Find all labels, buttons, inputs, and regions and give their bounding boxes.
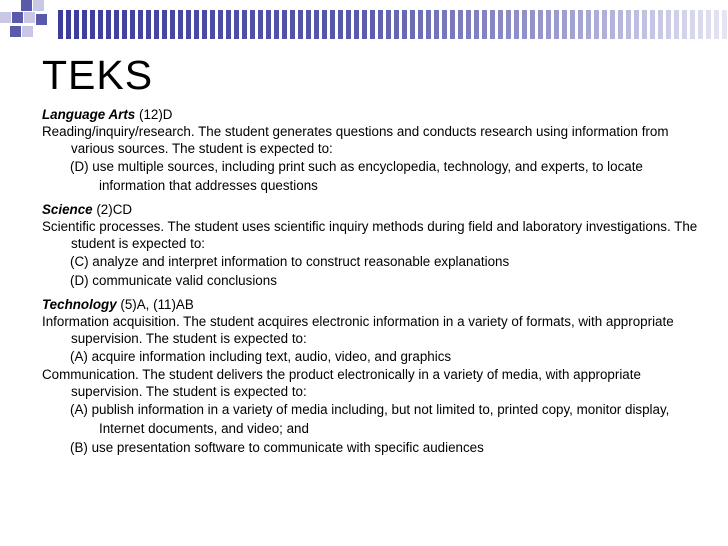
teks-content [42,106,712,457]
header-stripe-bar [55,10,728,39]
section-paragraph: Scientific processes. The student uses scientific inquiry methods during field and laboratory investigations. The student is expected to: [42,219,698,251]
section-subject-name: Technology [42,297,117,312]
section-code: (5)A, (11)AB [116,297,194,312]
section-heading [42,296,712,313]
section-subject-name: Science [42,202,93,217]
section-paragraph: Information acquisition. The student acquires electronic information in a variety of formats, with appropriate supervision. The student is expected to: [42,314,674,346]
corner-square [24,12,35,23]
section-heading [42,106,712,123]
expectation-item: (C) analyze and interpret information to construct reasonable explanations [70,254,510,269]
section-code: (2)CD [92,202,133,217]
section-paragraph: Communication. The student delivers the product electronically in a variety of media, with appropriate supervision. The student is expected to: [42,367,641,399]
expectation-item: (B) use presentation software to communicate with specific audiences [70,440,484,455]
corner-square [33,0,44,11]
corner-square [22,26,33,37]
corner-square [36,14,47,25]
section-subject-name: Language Arts [42,107,136,122]
corner-squares-decoration [0,0,60,50]
section-heading [42,201,712,218]
corner-square [12,12,23,23]
slide-title: TEKS [42,52,154,98]
expectation-item: (D) use multiple sources, including print such as encyclopedia, technology, and experts, to locate information that addresses questions [70,159,643,193]
expectation-item: (D) communicate valid conclusions [70,273,277,288]
corner-square [10,26,21,37]
corner-square [0,12,11,23]
section-paragraph: Reading/inquiry/research. The student generates questions and conducts research using information from various sources. The student is expected to: [42,124,669,156]
expectation-item: (A) publish information in a variety of media including, but not limited to, printed copy, monitor display, Internet documents, and video; and [70,402,670,436]
expectation-item: (A) acquire information including text, audio, video, and graphics [70,349,452,364]
section-code: (12)D [135,107,173,122]
corner-square [21,0,32,11]
